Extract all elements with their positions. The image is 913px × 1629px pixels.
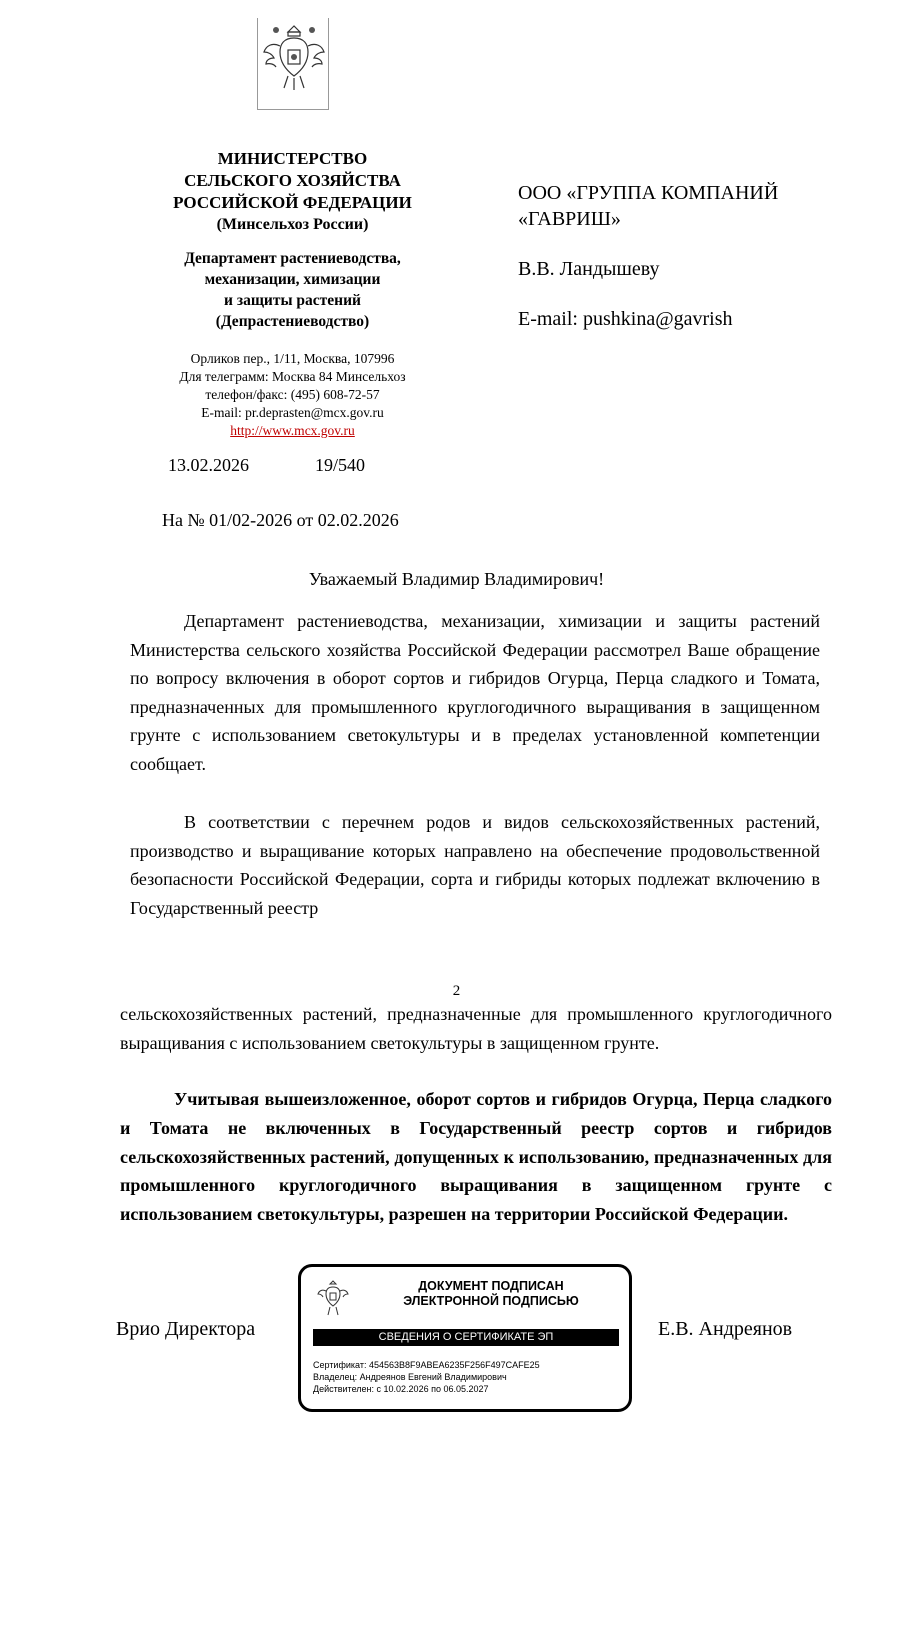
valid-value: с 10.02.2026 по 06.05.2027 — [376, 1384, 489, 1394]
ministry-line-3: РОССИЙСКОЙ ФЕДЕРАЦИИ — [173, 193, 412, 212]
paragraph-2-text: В соответствии с перечнем родов и видов сельскохозяйственных растений, производство и выращивание которых направлено на обеспечение продовольственной безопасности Российской Федерации, сорта и гибриды которых подлежат включению в Государственный реестр — [130, 812, 820, 918]
ministry-short-name: (Минсельхоз России) — [216, 216, 369, 233]
signatory-title: Врио Директора — [116, 1318, 256, 1340]
owner-value: Андреянов Евгений Владимирович — [359, 1372, 507, 1382]
stamp-certificate-bar: СВЕДЕНИЯ О СЕРТИФИКАТЕ ЭП — [313, 1329, 619, 1346]
department-header — [150, 248, 435, 332]
website-link[interactable]: http://www.mcx.gov.ru — [230, 423, 355, 438]
cert-label: Сертификат: — [313, 1360, 367, 1370]
stamp-emblem-icon — [315, 1277, 351, 1323]
department-line-1: Департамент растениеводства, — [184, 250, 401, 267]
addressee-company-line-2: «ГАВРИШ» — [518, 208, 621, 230]
state-emblem-icon — [257, 18, 329, 110]
department-line-2: механизации, химизации — [204, 271, 381, 288]
contact-block — [150, 350, 435, 440]
reply-reference: На № 01/02-2026 от 02.02.2026 — [162, 510, 399, 530]
stamp-header-line-1: ДОКУМЕНТ ПОДПИСАН — [418, 1279, 564, 1293]
paragraph-1-text: Департамент растениеводства, механизации, химизации и защиты растений Министерства сельского хозяйства Российской Федерации рассмотрел Ваше обращение по вопросу включения в оборот сортов и гибридов Огурца, Перца сладкого и Томата, предназначенных для промышленного круглогодичного выращивания в защищенном грунте с использованием светокультуры и в пределах установленной компетенции сообщает. — [130, 611, 820, 774]
ministry-email: E-mail: pr.deprasten@mcx.gov.ru — [201, 405, 384, 420]
paragraph-2-continued: сельскохозяйственных растений, предназначенные для промышленного круглогодичного выращивания с использованием светокультуры в защищенном грунте. — [120, 1004, 832, 1053]
paragraph-1 — [130, 607, 820, 779]
registration-number: 19/540 — [315, 455, 366, 475]
stamp-header-line-2: ЭЛЕКТРОННОЙ ПОДПИСЬЮ — [403, 1294, 579, 1308]
stamp-header — [361, 1279, 621, 1309]
cert-value: 454563B8F9ABEA6235F256F497CAFE25 — [368, 1360, 540, 1370]
stamp-details — [313, 1359, 623, 1395]
owner-label: Владелец: — [313, 1372, 358, 1382]
paragraph-3 — [120, 1085, 832, 1229]
ministry-header — [150, 148, 435, 236]
telegram: Для телеграмм: Москва 84 Минсельхоз — [179, 369, 406, 384]
signatory-name: Е.В. Андреянов — [658, 1318, 793, 1340]
department-line-4: (Депрастениеводство) — [215, 313, 370, 330]
paragraph-2 — [130, 808, 820, 922]
valid-label: Действителен: — [313, 1384, 375, 1394]
addressee-company-line-1: ООО «ГРУППА КОМПАНИЙ — [518, 182, 779, 204]
address: Орликов пер., 1/11, Москва, 107996 — [190, 351, 395, 366]
ministry-line-1: МИНИСТЕРСТВО — [217, 149, 368, 168]
greeting: Уважаемый Владимир Владимирович! — [308, 569, 605, 589]
registration-date: 13.02.2026 — [168, 455, 249, 475]
department-line-3: и защиты растений — [224, 292, 361, 309]
paragraph-3-text: Учитывая вышеизложенное, оборот сортов и гибридов Огурца, Перца сладкого и Томата не включенных в Государственный реестр сортов и гибридов сельскохозяйственных растений, допущенных к использованию, предназначенных для промышленного круглогодичного выращивания в защищенном грунте с использованием светокультуры, разрешен на территории Российской Федерации. — [120, 1089, 832, 1225]
phone: телефон/факс: (495) 608-72-57 — [205, 387, 380, 402]
addressee-block — [518, 180, 848, 356]
ministry-line-2: СЕЛЬСКОГО ХОЗЯЙСТВА — [184, 171, 401, 190]
addressee-person: В.В. Ландышеву — [518, 258, 660, 280]
addressee-email: E-mail: pushkina@gavrish — [518, 308, 733, 330]
page-number: 2 — [452, 983, 461, 999]
e-signature-stamp — [298, 1264, 632, 1412]
